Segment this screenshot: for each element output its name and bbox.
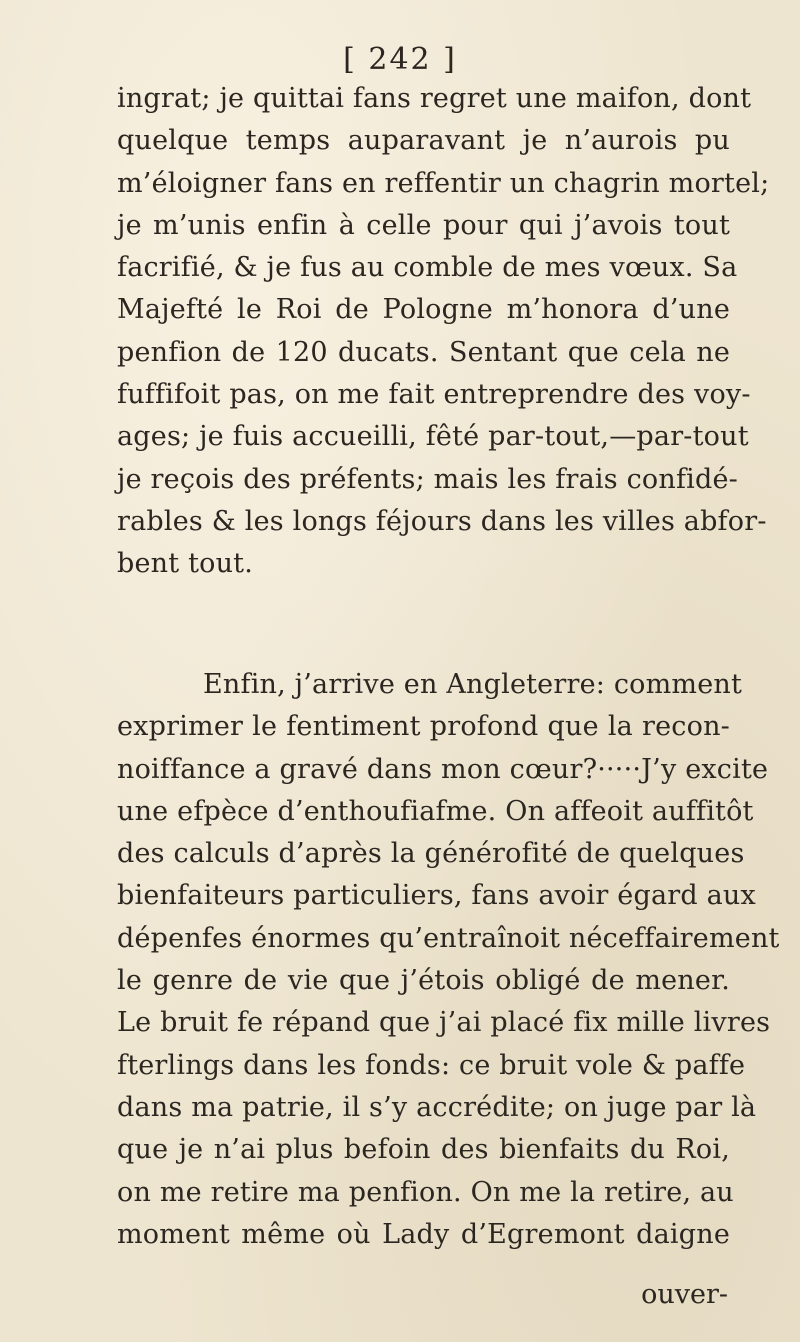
text-line: exprimer le fentiment profond que la recon- — [117, 711, 730, 743]
text-line: Enfin, j’arrive en Angleterre: comment — [203, 669, 743, 700]
text-line: je m’unis enfin à celle pour qui j’avois tout — [117, 209, 730, 241]
text-line: on me retire ma penfion. On me la retire, au — [117, 1176, 734, 1208]
text-line: dans ma patrie, il s’y accrédite; on juge par là — [117, 1091, 757, 1123]
text-line: ages; je fuis accueilli, fêté par-tout,—par-tout — [117, 421, 749, 453]
paragraph-2 — [117, 664, 780, 1256]
text-line: quelque temps auparavant je n’aurois pu — [117, 125, 730, 157]
text-line: penfion de 120 ducats. Sentant que cela ne — [117, 336, 730, 368]
text-line: dépenfes énormes qu’entraînoit néceffairement — [117, 922, 780, 954]
text-line: le genre de vie que j’étois obligé de mener. — [117, 965, 730, 997]
text-line: noiffance a gravé dans mon cœur?·····J’y excite — [117, 753, 769, 785]
text-line: facrifié, & je fus au comble de mes vœux. Sa — [117, 252, 738, 284]
text-line: que je n’ai plus befoin des bienfaits du Roi, — [117, 1134, 730, 1166]
text-line: m’éloigner fans en reffentir un chagrin mortel; — [117, 167, 770, 199]
text-line: Majefté le Roi de Pologne m’honora d’une — [117, 294, 730, 326]
text-line: bent tout. — [117, 548, 254, 580]
text-line: je reçois des préfents; mais les frais confidé- — [117, 463, 738, 495]
text-line: rables & les longs féjours dans les villes abfor- — [117, 505, 767, 537]
page-number: [ 242 ] — [343, 42, 457, 77]
text-line: une efpèce d’enthoufiafme. On affeoit auffitôt — [117, 795, 754, 827]
text-line: ingrat; je quittai fans regret une maifon, dont — [117, 83, 752, 114]
paragraph-1 — [117, 78, 770, 586]
catchword: ouver- — [641, 1279, 728, 1310]
text-line: Le bruit fe répand que j’ai placé fix mille livres — [117, 1007, 771, 1039]
text-line: moment même où Lady d’Egremont daigne — [117, 1218, 730, 1250]
text-line: fuffifoit pas, on me fait entreprendre des voy- — [117, 379, 751, 411]
text-line: des calculs d’après la générofité de quelques — [117, 838, 745, 870]
text-line: fterlings dans les fonds: ce bruit vole & paffe — [117, 1049, 746, 1081]
text-line: bienfaiteurs particuliers, fans avoir égard aux — [117, 880, 756, 912]
